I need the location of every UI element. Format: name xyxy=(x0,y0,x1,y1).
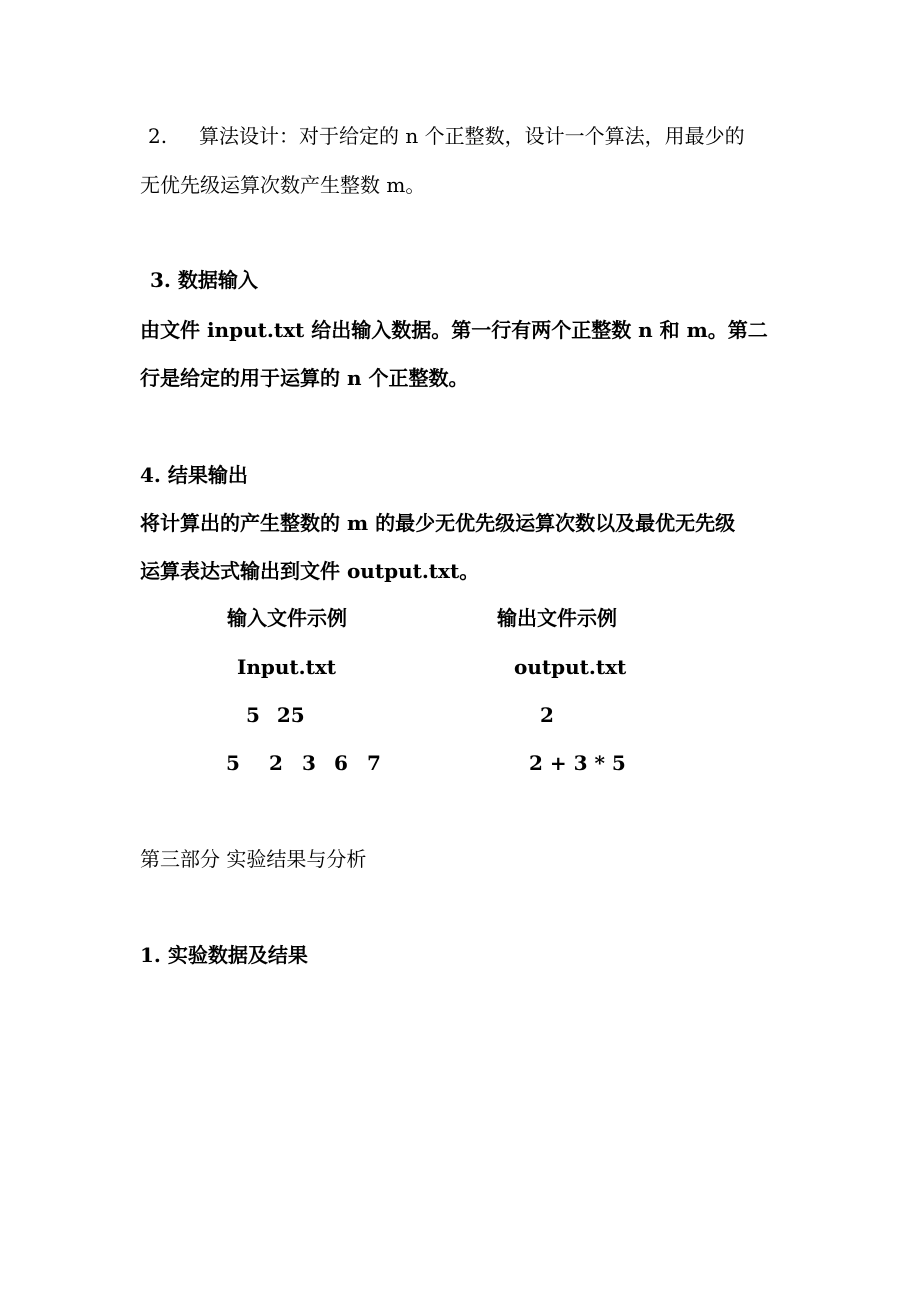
input-number: 6 xyxy=(334,751,348,775)
output-expression: 2 + 3 * 5 xyxy=(529,751,626,775)
input-example-label: 输入文件示例 xyxy=(227,606,347,630)
section2-number: 2. xyxy=(148,124,168,148)
input-first-row: 5 25 xyxy=(246,703,305,727)
part3-heading: 第三部分 实验结果与分析 xyxy=(140,847,367,871)
input-number: 2 xyxy=(269,751,283,775)
output-filename: output.txt xyxy=(514,655,627,679)
section2-text-line1: 算法设计：对于给定的 n 个正整数，设计一个算法，用最少的 xyxy=(199,124,745,148)
input-filename: Input.txt xyxy=(237,655,337,679)
output-first-row: 2 xyxy=(540,703,554,727)
part3-subheading: 1. 实验数据及结果 xyxy=(140,943,308,967)
input-number: 7 xyxy=(367,751,381,775)
output-example-label: 输出文件示例 xyxy=(497,606,617,630)
section4-text-line2: 运算表达式输出到文件 output.txt。 xyxy=(140,559,480,583)
section3-heading: 3. 数据输入 xyxy=(150,268,258,292)
section2-text-line2: 无优先级运算次数产生整数 m。 xyxy=(140,173,426,197)
input-number: 3 xyxy=(302,751,316,775)
section4-heading: 4. 结果输出 xyxy=(140,463,248,487)
section3-text-line1: 由文件 input.txt 给出输入数据。第一行有两个正整数 n 和 m。第二 xyxy=(140,318,768,342)
section4-text-line1: 将计算出的产生整数的 m 的最少无优先级运算次数以及最优无先级 xyxy=(140,511,736,535)
input-number: 5 xyxy=(226,751,240,775)
section3-text-line2: 行是给定的用于运算的 n 个正整数。 xyxy=(140,366,469,390)
